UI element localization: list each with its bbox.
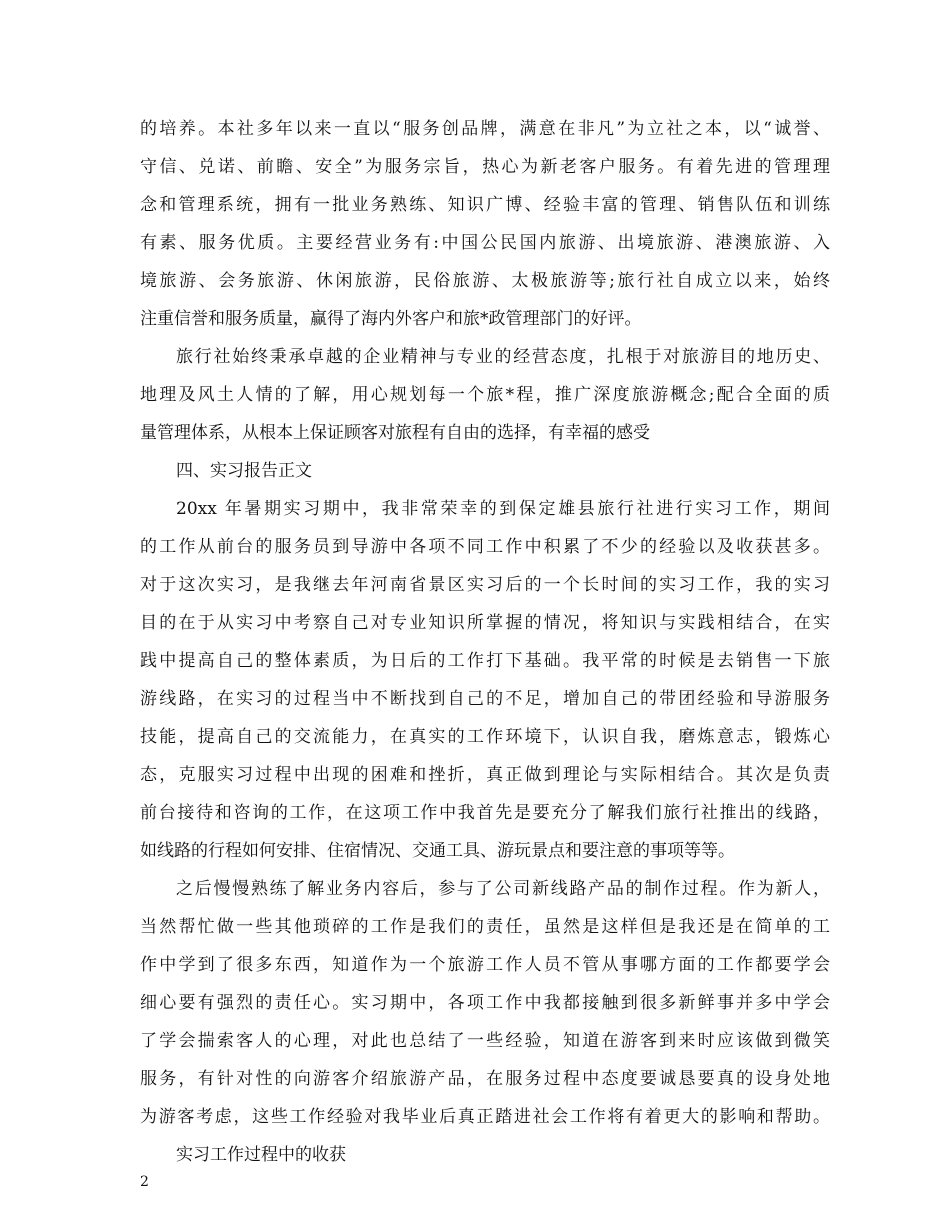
body-text-line: 守信、兑诺、前瞻、安全”为服务宗旨，热心为新老客户服务。有着先进的管理理 [140, 157, 830, 177]
body-text-line: 境旅游、会务旅游、休闲旅游，民俗旅游、太极旅游等;旅行社自成立以来，始终 [140, 271, 830, 291]
body-text-line: 游线路，在实习的过程当中不断找到自己的不足，增加自己的带团经验和导游服务 [140, 689, 830, 709]
body-text-line: 地理及风土人情的了解，用心规划每一个旅*程，推广深度旅游概念;配合全面的质 [140, 385, 830, 405]
body-text-line: 念和管理系统，拥有一批业务熟练、知识广博、经验丰富的管理、销售队伍和训练 [140, 195, 830, 215]
body-text-line: 前台接待和咨询的工作，在这项工作中我首先是要充分了解我们旅行社推出的线路， [140, 803, 830, 823]
body-text-line: 目的在于从实习中考察自己对专业知识所掌握的情况，将知识与实践相结合，在实 [140, 613, 830, 633]
body-text-line: 技能，提高自己的交流能力，在真实的工作环境下，认识自我，磨炼意志，锻炼心 [140, 727, 830, 747]
paragraph-first-line: 旅行社始终秉承卓越的企业精神与专业的经营态度，扎根于对旅游目的地历史、 [176, 347, 830, 367]
body-text-line: 服务，有针对性的向游客介绍旅游产品，在服务过程中态度要诚恳要真的设身处地 [140, 1069, 830, 1089]
body-text-line: 当然帮忙做一些其他琐碎的工作是我们的责任，虽然是这样但是我还是在简单的工 [140, 917, 830, 937]
body-text-line: 细心要有强烈的责任心。实习期中，各项工作中我都接触到很多新鲜事并多中学会 [140, 993, 830, 1013]
body-text-line: 注重信誉和服务质量，赢得了海内外客户和旅*政管理部门的好评。 [140, 309, 642, 329]
paragraph-first-line: 之后慢慢熟练了解业务内容后，参与了公司新线路产品的制作过程。作为新人， [176, 879, 830, 899]
body-text-line: 对于这次实习，是我继去年河南省景区实习后的一个长时间的实习工作，我的实习 [140, 575, 830, 595]
body-text-line: 的工作从前台的服务员到导游中各项不同工作中积累了不少的经验以及收获甚多。 [140, 537, 830, 557]
body-text-line: 践中提高自己的整体素质，为日后的工作打下基础。我平常的时候是去销售一下旅 [140, 651, 830, 671]
body-text-line: 了学会揣索客人的心理，对此也总结了一些经验，知道在游客到来时应该做到微笑 [140, 1031, 830, 1051]
paragraph-first-line: 20xx 年暑期实习期中，我非常荣幸的到保定雄县旅行社进行实习工作，期间 [176, 499, 830, 519]
section-heading: 四、实习报告正文 [176, 461, 312, 481]
page-number: 2 [140, 1174, 149, 1190]
body-text-line: 如线路的行程如何安排、住宿情况、交通工具、游玩景点和要注意的事项等等。 [140, 841, 735, 861]
body-text-line: 作中学到了很多东西，知道作为一个旅游工作人员不管从事哪方面的工作都要学会 [140, 955, 830, 975]
body-text-line: 为游客考虑，这些工作经验对我毕业后真正踏进社会工作将有着更大的影响和帮助。 [140, 1107, 830, 1127]
body-text-line: 的培养。本社多年以来一直以“服务创品牌，满意在非凡”为立社之本，以“诚誉、 [140, 119, 830, 139]
body-text-line: 有素、服务优质。主要经营业务有:中国公民国内旅游、出境旅游、港澳旅游、入 [140, 233, 830, 253]
body-text-line: 态，克服实习过程中出现的困难和挫折，真正做到理论与实际相结合。其次是负责 [140, 765, 830, 785]
body-text-line: 量管理体系，从根本上保证顾客对旅程有自由的选择，有幸福的感受 [140, 423, 650, 443]
section-heading: 实习工作过程中的收获 [176, 1145, 346, 1165]
